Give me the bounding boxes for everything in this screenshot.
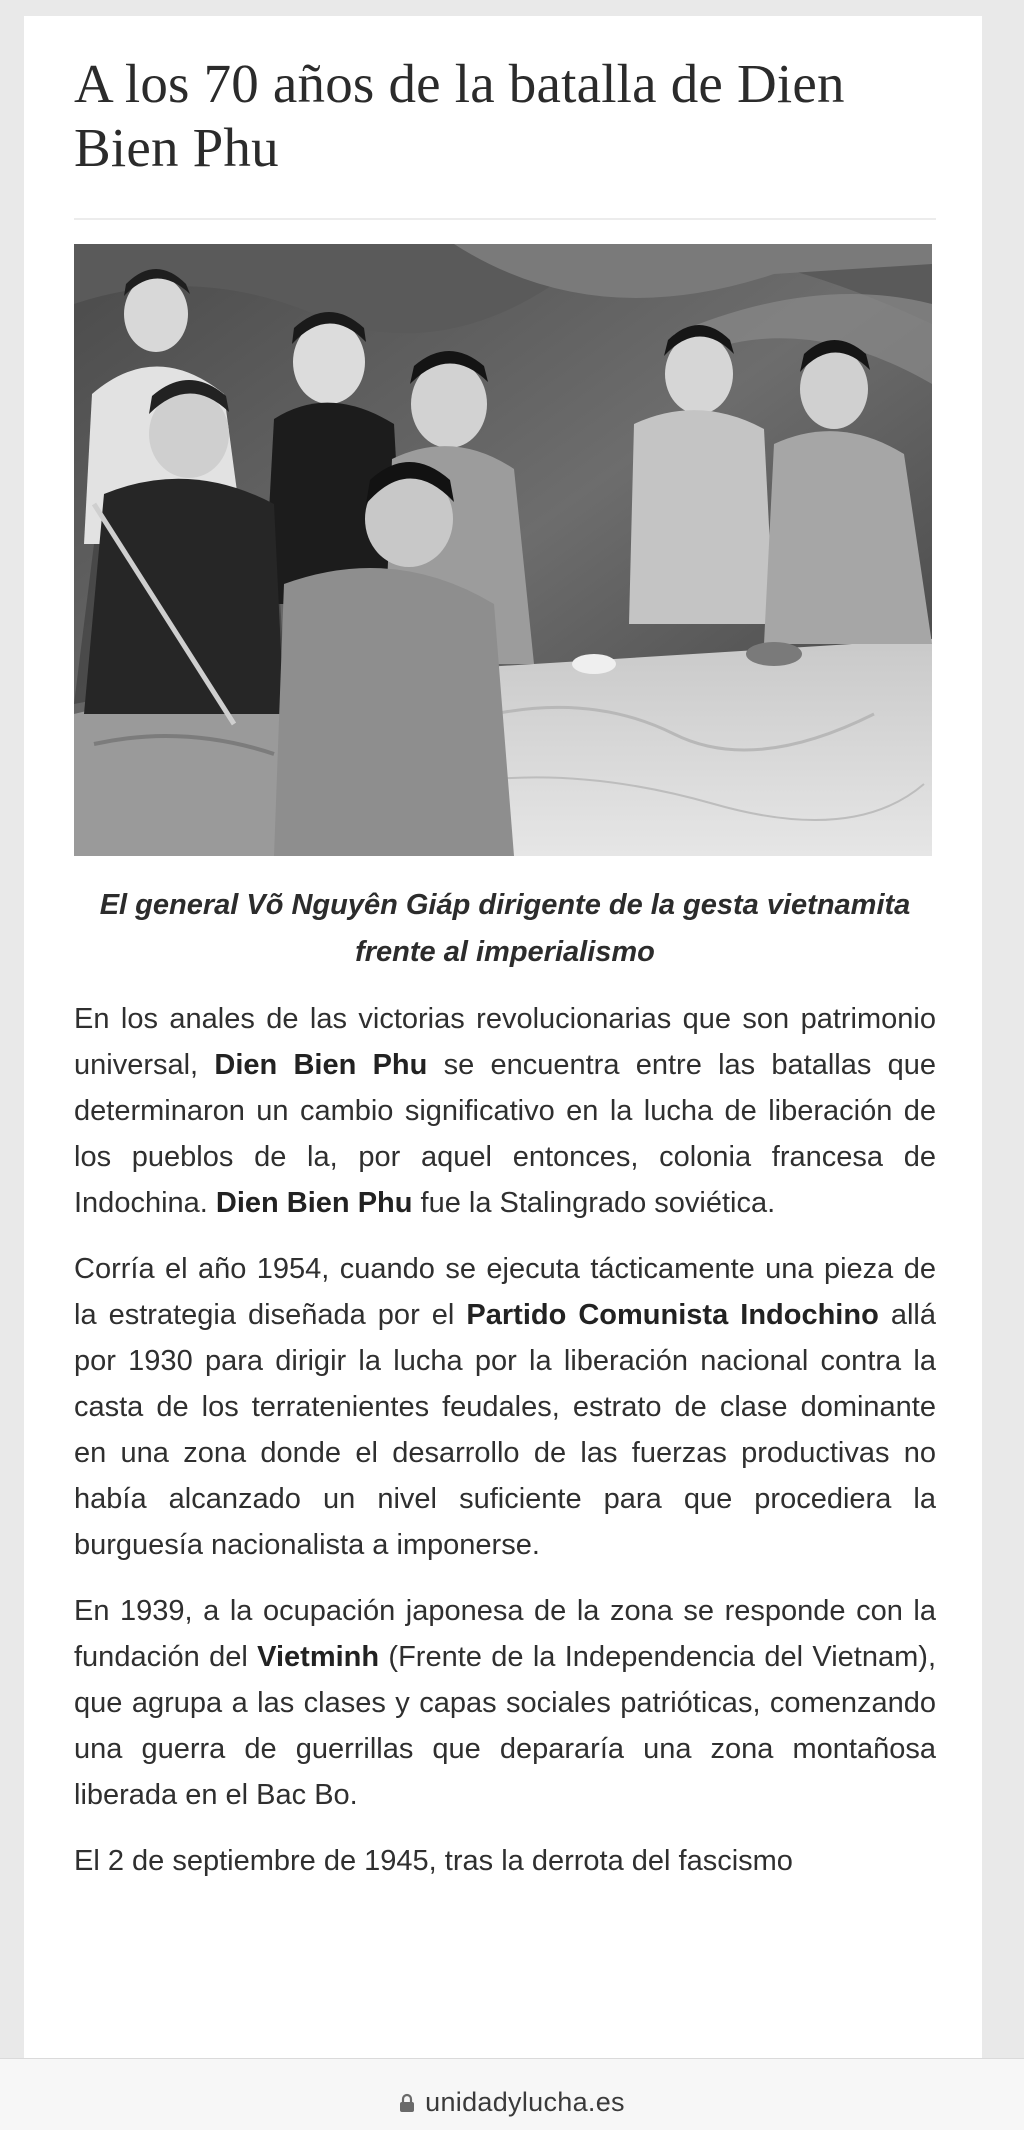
browser-address-bar[interactable] (0, 2058, 1024, 2130)
paragraph-1 (74, 996, 936, 1226)
text-run: El 2 de septiembre de 1945, tras la derrota del fascismo (74, 1845, 793, 1877)
article (74, 52, 936, 1884)
text-run: fue la Stalingrado soviética. (412, 1187, 776, 1219)
bold-run-vietminh: Vietminh (257, 1641, 380, 1673)
page-card (24, 16, 982, 2096)
url-text[interactable]: unidadylucha.es (425, 2087, 625, 2117)
bold-run-dien-bien-phu: Dien Bien Phu (215, 1187, 413, 1219)
text-run: allá por 1930 para dirigir la lucha por la liberación nacional contra la casta de los terratenientes feudales, estrato de clase dominante en una zona donde el desarrollo de las fuerzas productivas no había alcanzado un nivel suficiente para que procediera la burguesía nacionalista a imponerse. (74, 1299, 936, 1561)
article-photo[interactable] (74, 244, 932, 856)
text-run: En 1939, a la ocupación japonesa de la zona se responde con la fundación del (74, 1595, 936, 1673)
text-run: se encuentra entre las batallas que determinaron un cambio significativo en la lucha de liberación de los pueblos de la, por aquel entonces, colonia francesa de Indochina. (74, 1049, 937, 1219)
paragraph-3 (74, 1588, 936, 1818)
bold-run-dien-bien-phu: Dien Bien Phu (214, 1049, 428, 1081)
url-display[interactable] (399, 2087, 625, 2118)
text-run: Corría el año 1954, cuando se ejecuta tácticamente una pieza de la estrategia diseñada por el (74, 1253, 936, 1331)
article-title: A los 70 años de la batalla de Dien Bien Phu (74, 53, 845, 178)
image-caption: El general Võ Nguyên Giáp dirigente de la gesta vietnamita frente al imperialismo (99, 889, 911, 968)
title-divider (74, 218, 936, 220)
text-run: En los anales de las victorias revolucionarias que son patrimonio universal, (74, 1003, 936, 1081)
bold-run-partido-comunista: Partido Comunista Indochino (466, 1299, 879, 1331)
text-run: (Frente de la Independencia del Vietnam), que agrupa a las clases y capas sociales patrióticas, comenzando una guerra de guerrillas que depararía una zona montañosa liberada en el Bac Bo. (74, 1641, 936, 1811)
lock-icon (399, 2093, 415, 2113)
paragraph-2 (74, 1246, 936, 1568)
paragraph-4 (74, 1838, 936, 1884)
